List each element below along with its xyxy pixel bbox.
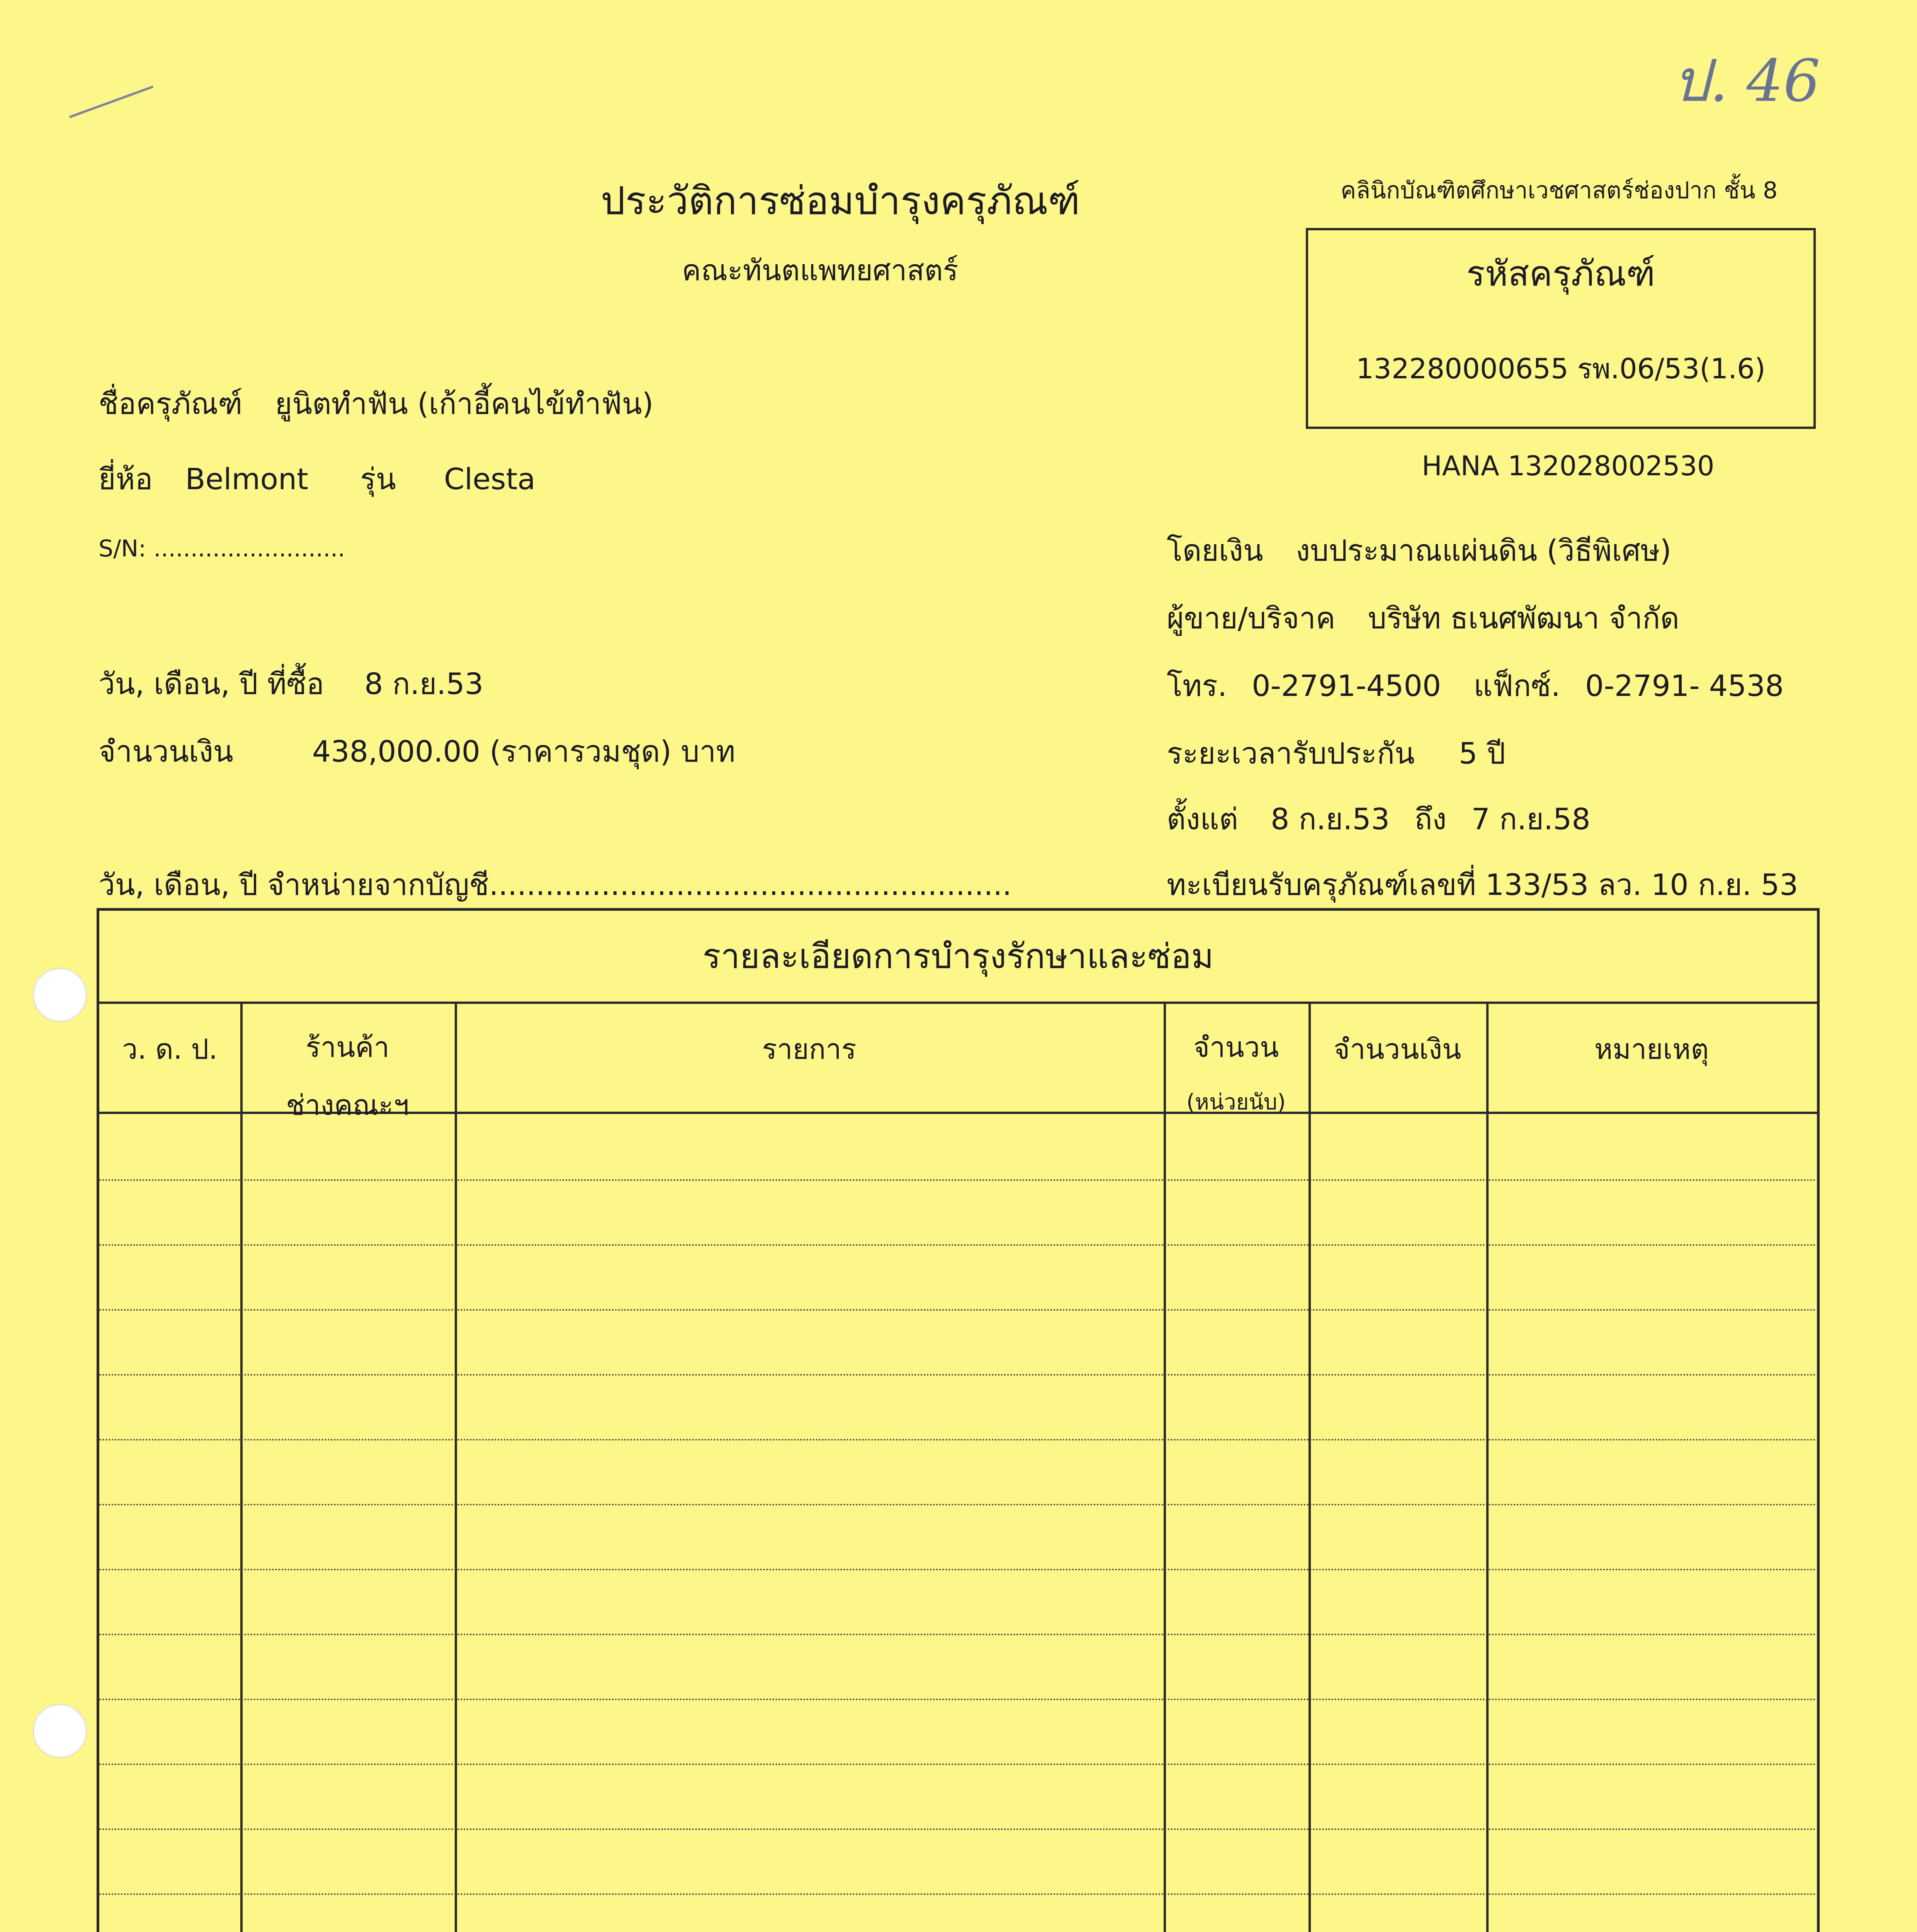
table-row-separator [99,1374,1817,1376]
amount-label: จำนวนเงิน [99,734,233,769]
column-header-item: รายการ [762,1033,857,1065]
vendor-line [1167,595,1679,641]
phone-value: 0-2791-4500 [1252,668,1441,703]
column-header-quantity: จำนวน (หน่วยนับ) [1186,1031,1286,1115]
table-row-separator [99,1179,1817,1181]
purchase-date-label: วัน, เดือน, ปี ที่ซื้อ [99,667,324,701]
page-title: ประวัติการซ่อมบำรุงครุภัณฑ์ [601,178,1080,223]
table-row-separator [99,1764,1817,1765]
punch-hole [33,968,87,1022]
asset-name-value: ยูนิตทำฟัน (เก้าอี้คนไข้ทำฟัน) [275,386,654,421]
pen-mark [69,86,153,118]
column-header-amount: จำนวนเงิน [1333,1033,1462,1065]
from-value: 8 ก.ย.53 [1270,802,1390,836]
vendor-label: ผู้ขาย/บริจาค [1167,601,1336,635]
budget-label: โดยเงิน [1167,533,1263,568]
table-row-separator [99,1828,1817,1830]
purchase-date-value: 8 ก.ย.53 [364,667,484,701]
asset-name-label: ชื่อครุภัณฑ์ [99,386,243,421]
fax-label: แฟ็กซ์. [1473,668,1560,703]
to-value: 7 ก.ย.58 [1471,802,1591,836]
budget-value: งบประมาณแผ่นดิน (วิธีพิเศษ) [1295,533,1672,568]
to-label: ถึง [1414,802,1447,836]
table-row-separator [99,1244,1817,1246]
table-row-separator [99,1893,1817,1895]
column-header-vendor: ร้านค้า ช่างคณะฯ [286,1031,409,1121]
column-divider [1309,1002,1311,1932]
from-label: ตั้งแต่ [1167,802,1238,836]
column-divider [455,1002,457,1932]
model-label: รุ่น [360,462,396,496]
faculty-name: คณะทันตแพทยศาสตร์ [682,254,958,287]
clinic-name: คลินิกบัณฑิตศึกษาเวชศาสตร์ช่องปาก ชั้น 8 [1341,177,1778,204]
contact-line [1167,663,1784,709]
table-row-separator [99,1309,1817,1311]
table-row-separator [99,1504,1817,1505]
registry-line: ทะเบียนรับครุภัณฑ์เลขที่ 133/53 ลว. 10 ก.ย. 53 [1167,867,1798,902]
warranty-label: ระยะเวลารับประกัน [1167,736,1415,770]
column-header-remarks: หมายเหตุ [1594,1033,1709,1065]
budget-line [1167,527,1671,574]
column-divider [1164,1002,1166,1932]
brand-label: ยี่ห้อ [99,462,153,496]
asset-name-line [99,381,653,427]
handwritten-note: ป. 46 [1673,48,1820,115]
table-row-separator [99,1439,1817,1440]
hana-code: HANA 132028002530 [1422,450,1715,482]
phone-label: โทร. [1167,668,1227,703]
table-row-separator [99,1634,1817,1635]
table-row-separator [99,1569,1817,1570]
asset-code-heading: รหัสครุภัณฑ์ [1466,253,1655,294]
column-divider [1486,1002,1489,1932]
fax-value: 0-2791- 4538 [1585,668,1784,703]
amount-value: 438,000.00 (ราคารวมชุด) บาท [312,734,736,769]
brand-line [99,456,535,502]
asset-code-value: 132280000655 รพ.06/53(1.6) [1356,352,1766,385]
table-row-separator [99,1699,1817,1700]
table-title: รายละเอียดการบำรุงรักษาและซ่อม [99,911,1817,1004]
vendor-value: บริษัท ธเนศพัฒนา จำกัด [1368,601,1679,635]
purchase-date-line [99,661,483,707]
model-value: Clesta [444,462,535,496]
amount-line [99,728,735,775]
column-divider [240,1002,243,1932]
column-header-date: ว. ด. ป. [122,1033,218,1065]
punch-hole [33,1704,87,1758]
warranty-line [1167,730,1506,777]
warranty-period-line [1167,796,1591,842]
serial-number: S/N: .......................... [99,535,345,562]
asset-code-box [1306,228,1816,429]
brand-value: Belmont [185,462,308,496]
disposal-date-line: วัน, เดือน, ปี จำหน่ายจากบัญชี........................................................ [99,867,1012,902]
warranty-value: 5 ปี [1458,736,1506,770]
maintenance-table [97,908,1820,1932]
